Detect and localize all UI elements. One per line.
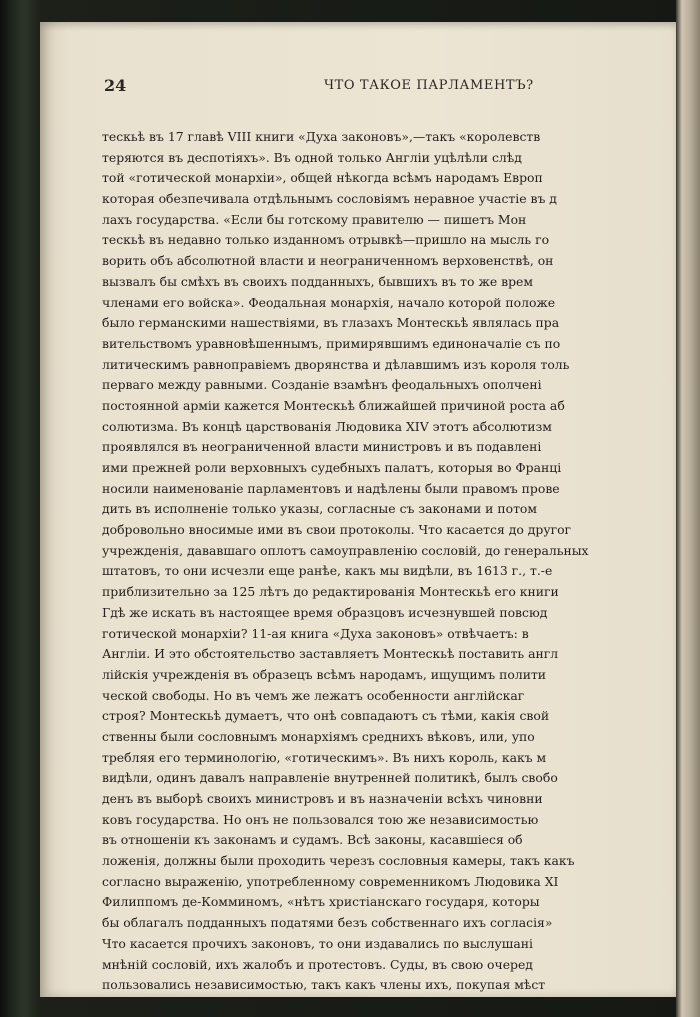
text-line: перваго между равными. Созданіе взамѣнъ феодальныхъ ополчені: [102, 377, 542, 393]
text-line: видѣли, одинъ давалъ направленіе внутренней политикѣ, былъ свобо: [102, 770, 558, 786]
page-header: [104, 76, 676, 100]
text-line: лійскія учрежденія въ образецъ всѣмъ народамъ, ищущимъ полити: [102, 666, 547, 682]
text-line: было германскими нашествіями, въ глазахъ Монтескьѣ являлась пра: [102, 315, 560, 331]
text-line: которая обезпечивала отдѣльнымъ сословіямъ неравное участіе въ д: [102, 191, 557, 207]
text-line: ворить объ абсолютной власти и неограниченномъ верховенствѣ, он: [102, 253, 554, 269]
text-line: лахъ государства. «Если бы готскому правителю — пишетъ Мон: [102, 211, 527, 227]
text-line: носили наименованіе парламентовъ и надѣлены были правомъ прове: [102, 480, 560, 496]
text-line: Филиппомъ де-Комминомъ, «нѣтъ христіанскаго государя, которы: [102, 894, 540, 910]
body-text: [102, 127, 676, 996]
text-line: ковъ государства. Но онъ не пользовался тою же независимостью: [102, 811, 539, 827]
text-line: бы облагалъ подданныхъ податями безъ собственнаго ихъ согласія»: [102, 915, 553, 931]
adjacent-page-edge: [676, 0, 700, 1017]
text-line: вызвалъ бы смѣхъ въ своихъ подданныхъ, бывшихъ въ то же врем: [102, 273, 533, 289]
text-line: штатовъ, то они исчезли еще ранѣе, какъ мы видѣли, въ 1613 г., т.-е: [102, 563, 553, 579]
text-line: тескьѣ въ 17 главѣ VIII книги «Духа законовъ»,—такъ «королевств: [102, 129, 541, 144]
text-line: приблизительно за 125 лѣтъ до редактированія Монтескьѣ его книги: [102, 584, 559, 600]
text-line: мнѣній сословій, ихъ жалобъ и протестовъ. Суды, въ свою очеред: [102, 956, 533, 972]
text-line: постоянной арміи кажется Монтескьѣ ближайшей причиной роста аб: [102, 397, 565, 413]
text-line: солютизма. Въ концѣ царствованія Людовика XIV этотъ абсолютизм: [102, 418, 552, 434]
text-line: тескьѣ въ недавно только изданномъ отрывкѣ—пришло на мысль го: [102, 232, 550, 248]
text-line: согласно выраженію, употребленному современникомъ Людовика XI: [102, 873, 559, 889]
text-line: ственны были сословнымъ монархіямъ среднихъ вѣковъ, или, упо: [102, 728, 535, 744]
text-line: готической монархіи? 11-ая книга «Духа законовъ» отвѣчаетъ: в: [102, 625, 529, 641]
text-line: въ отношеніи къ законамъ и судамъ. Всѣ законы, касавшіеся об: [102, 832, 523, 848]
text-line: теряются въ деспотіяхъ». Въ одной только Англіи уцѣлѣли слѣд: [102, 149, 522, 165]
page-number: 24: [104, 76, 127, 95]
running-title: ЧТО ТАКОЕ ПАРЛАМЕНТЪ?: [324, 78, 534, 93]
text-line: строя? Монтескьѣ думаетъ, что онѣ совпадаютъ съ тѣми, какія свой: [102, 708, 550, 724]
text-line: ческой свободы. Но въ чемъ же лежатъ особенности англійскаг: [102, 687, 525, 703]
text-line: денъ въ выборѣ своихъ министровъ и въ назначеніи всѣхъ чиновни: [102, 791, 543, 806]
text-line: добровольно вносимые ими въ свои протоколы. Что касается до другог: [102, 522, 572, 538]
text-line: Гдѣ же искать въ настоящее время образцовъ исчезнувшей повсюд: [102, 604, 548, 620]
text-line: членами его войска». Феодальная монархія, начало которой положе: [102, 294, 556, 310]
text-line: учрежденія, дававшаго оплотъ самоуправленію сословій, до генеральных: [102, 542, 589, 558]
text-line: требляя его терминологію, «готическимъ». Въ нихъ король, какъ м: [102, 749, 547, 765]
text-line: ими прежней роли верховныхъ судебныхъ палатъ, которыя во Франці: [102, 460, 562, 475]
text-line: ложенія, должны были проходить черезъ сословныя камеры, такъ какъ: [102, 853, 575, 869]
text-line: вительствомъ уравновѣшеннымъ, примирявшимъ единоначаліе съ по: [102, 335, 561, 351]
book-page: [40, 22, 676, 997]
text-line: дить въ исполненіе только указы, согласные съ законами и потом: [102, 501, 538, 517]
text-line: проявлялся въ неограниченной власти министровъ и въ подавлені: [102, 439, 542, 455]
text-line: Англіи. И это обстоятельство заставляетъ Монтескьѣ поставить англ: [102, 646, 559, 662]
text-line: пользовались независимостью, такъ какъ члены ихъ, покупая мѣст: [102, 977, 546, 993]
text-line: литическимъ равноправіемъ дворянства и дѣлавшимъ изъ короля толь: [102, 356, 570, 372]
text-line: Что касается прочихъ законовъ, то они издавались по выслушані: [102, 935, 533, 951]
text-line: той «готической монархіи», общей нѣкогда всѣмъ народамъ Европ: [102, 170, 543, 186]
